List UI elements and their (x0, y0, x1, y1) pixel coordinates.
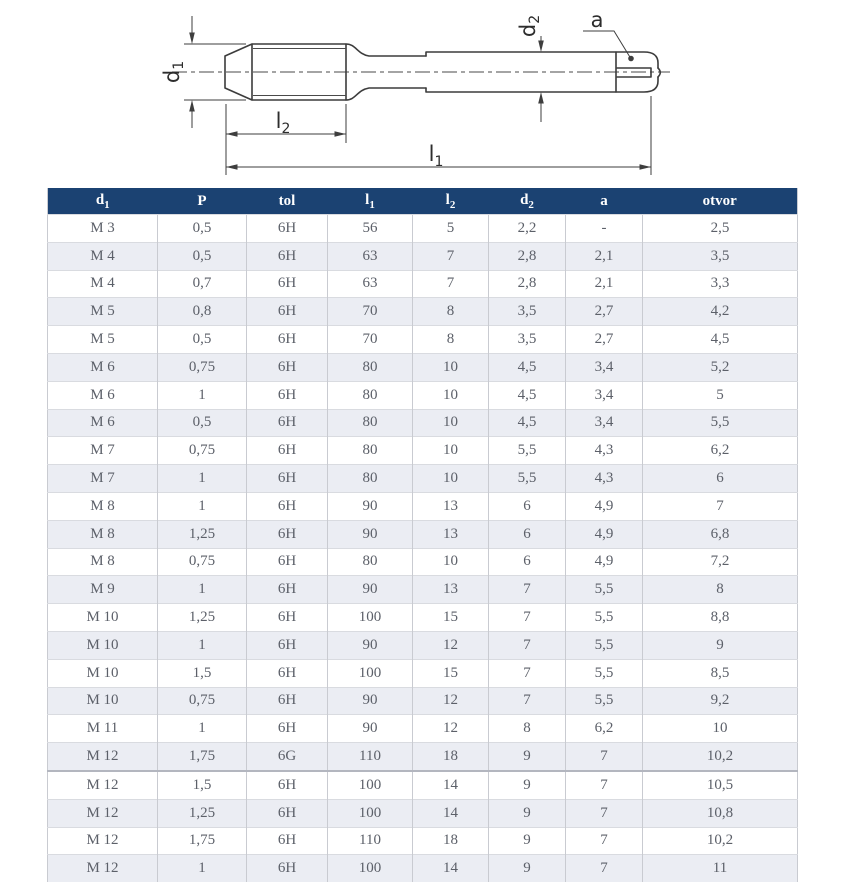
table-cell: 0,75 (158, 353, 247, 381)
column-header: otvor (643, 188, 798, 215)
table-cell: M 12 (48, 855, 158, 882)
table-cell: 6H (247, 799, 328, 827)
table-cell: 1,5 (158, 659, 247, 687)
table-cell: 6H (247, 827, 328, 855)
table-row (48, 298, 798, 326)
table-cell: 6H (247, 659, 328, 687)
table-cell: 7 (566, 743, 643, 771)
table-cell: 7,2 (643, 548, 798, 576)
table-cell: 4,2 (643, 298, 798, 326)
table-cell: 10 (413, 409, 489, 437)
table-cell: 10,5 (643, 771, 798, 799)
table-cell: 90 (328, 492, 413, 520)
table-cell: 6H (247, 631, 328, 659)
table-cell: 6,2 (566, 715, 643, 743)
table-cell: 80 (328, 465, 413, 493)
table-cell: 14 (413, 855, 489, 882)
tap-drawing-svg (0, 0, 843, 186)
table-cell: M 10 (48, 604, 158, 632)
table-row (48, 771, 798, 799)
table-cell: 5,5 (566, 604, 643, 632)
table-cell: 2,8 (489, 242, 566, 270)
table-cell: 1 (158, 465, 247, 493)
table-cell: 2,1 (566, 242, 643, 270)
table-cell: 4,5 (489, 381, 566, 409)
table-row (48, 827, 798, 855)
table-cell: 4,9 (566, 520, 643, 548)
table-row (48, 799, 798, 827)
column-header: $l_1$ (328, 188, 413, 215)
table-cell: 0,5 (158, 215, 247, 243)
table-cell: 2,8 (489, 270, 566, 298)
table-cell: 5,5 (643, 409, 798, 437)
table-cell: 1 (158, 381, 247, 409)
table-cell: 7 (566, 799, 643, 827)
table-cell: 14 (413, 799, 489, 827)
table-cell: 7 (489, 687, 566, 715)
table-cell: 0,75 (158, 687, 247, 715)
table-cell: M 3 (48, 215, 158, 243)
table-header-row (48, 188, 798, 215)
table-cell: 5,5 (566, 631, 643, 659)
table-cell: M 4 (48, 270, 158, 298)
table-cell: 6H (247, 409, 328, 437)
table-cell: 10,8 (643, 799, 798, 827)
table-cell: 4,3 (566, 465, 643, 493)
table-cell: M 4 (48, 242, 158, 270)
table-cell: 7 (489, 631, 566, 659)
table-cell: 6H (247, 326, 328, 354)
table-row (48, 715, 798, 743)
table-cell: 6H (247, 576, 328, 604)
table-cell: 90 (328, 520, 413, 548)
table-cell: 15 (413, 659, 489, 687)
table-cell: 3,3 (643, 270, 798, 298)
table-cell: 11 (643, 855, 798, 882)
table-cell: 5,5 (566, 659, 643, 687)
callout-a (583, 8, 634, 61)
table-row (48, 326, 798, 354)
table-cell: 3,5 (643, 242, 798, 270)
table-row (48, 381, 798, 409)
label-l1: $l_1$ (429, 142, 444, 170)
table-cell: 6 (489, 548, 566, 576)
table-row (48, 631, 798, 659)
table-cell: 6H (247, 242, 328, 270)
table-cell: 6H (247, 715, 328, 743)
table-cell: 6G (247, 743, 328, 771)
table-cell: M 10 (48, 631, 158, 659)
table-cell: 5 (413, 215, 489, 243)
table-row (48, 353, 798, 381)
table-cell: 12 (413, 631, 489, 659)
tap-dimensions-table (47, 188, 798, 882)
table-cell: 70 (328, 326, 413, 354)
table-cell: 8 (489, 715, 566, 743)
table-cell: 6H (247, 687, 328, 715)
table-cell: 10 (413, 353, 489, 381)
table-row (48, 687, 798, 715)
table-cell: 7 (566, 855, 643, 882)
table-row (48, 548, 798, 576)
table-row (48, 215, 798, 243)
table-cell: 2,5 (643, 215, 798, 243)
label-d1: d1 (160, 61, 187, 83)
table-cell: 6,2 (643, 437, 798, 465)
table-cell: 4,9 (566, 492, 643, 520)
table-cell: 4,9 (566, 548, 643, 576)
table-cell: 8 (413, 298, 489, 326)
table-cell: 10,2 (643, 743, 798, 771)
table-cell: 7 (413, 270, 489, 298)
table-header (48, 188, 798, 215)
table-cell: 13 (413, 520, 489, 548)
table-cell: 100 (328, 604, 413, 632)
table-cell: M 10 (48, 659, 158, 687)
table-cell: 80 (328, 381, 413, 409)
table-row (48, 604, 798, 632)
table-cell: 90 (328, 687, 413, 715)
table-cell: 8,8 (643, 604, 798, 632)
table-cell: 4,5 (489, 353, 566, 381)
table-cell: 80 (328, 437, 413, 465)
table-cell: 7 (489, 604, 566, 632)
table-cell: 10 (413, 465, 489, 493)
table-cell: 80 (328, 548, 413, 576)
table-cell: 7 (643, 492, 798, 520)
table-cell: 2,2 (489, 215, 566, 243)
table-cell: 10 (413, 548, 489, 576)
table-cell: 6 (489, 492, 566, 520)
table-cell: 100 (328, 659, 413, 687)
table-cell: M 12 (48, 743, 158, 771)
table-cell: 1 (158, 492, 247, 520)
table-cell: 10,2 (643, 827, 798, 855)
table-cell: 10 (643, 715, 798, 743)
table-cell: 5,2 (643, 353, 798, 381)
table-cell: 9 (489, 743, 566, 771)
table-cell: 100 (328, 771, 413, 799)
table-cell: 63 (328, 270, 413, 298)
table-cell: 4,5 (643, 326, 798, 354)
table-cell: 8,5 (643, 659, 798, 687)
table-cell: 1,25 (158, 520, 247, 548)
table-cell: 3,4 (566, 381, 643, 409)
table-cell: 12 (413, 687, 489, 715)
table-cell: 5,5 (489, 465, 566, 493)
table-row (48, 492, 798, 520)
table-cell: 8 (413, 326, 489, 354)
table-cell: 0,5 (158, 326, 247, 354)
table-cell: 6H (247, 381, 328, 409)
table-row (48, 855, 798, 882)
table-cell: 15 (413, 604, 489, 632)
table-cell: 0,5 (158, 409, 247, 437)
table-cell: 90 (328, 715, 413, 743)
table-cell: 6H (247, 520, 328, 548)
table-row (48, 743, 798, 771)
table-cell: M 5 (48, 298, 158, 326)
table-cell: 1 (158, 715, 247, 743)
table-cell: 2,7 (566, 298, 643, 326)
table-cell: 100 (328, 799, 413, 827)
table-cell: M 5 (48, 326, 158, 354)
table-cell: 6H (247, 855, 328, 882)
column-header: $l_2$ (413, 188, 489, 215)
column-header: $d_2$ (489, 188, 566, 215)
table-cell: 3,4 (566, 409, 643, 437)
table-cell: 8 (643, 576, 798, 604)
table-cell: 2,7 (566, 326, 643, 354)
label-d2: d2 (516, 15, 543, 37)
table-cell: M 7 (48, 437, 158, 465)
table-cell: M 7 (48, 465, 158, 493)
table-cell: 6H (247, 298, 328, 326)
table-cell: 9 (489, 855, 566, 882)
table-cell: 6H (247, 353, 328, 381)
table-cell: 1,25 (158, 604, 247, 632)
table-cell: 7 (413, 242, 489, 270)
table-cell: 2,1 (566, 270, 643, 298)
table-cell: 10 (413, 437, 489, 465)
table-cell: 90 (328, 576, 413, 604)
table-cell: 3,4 (566, 353, 643, 381)
table-cell: 90 (328, 631, 413, 659)
label-a: a (591, 8, 604, 32)
table-cell: 6H (247, 548, 328, 576)
table-cell: 6H (247, 437, 328, 465)
leader-dot (628, 56, 634, 62)
table-cell: 13 (413, 492, 489, 520)
table-cell: 10 (413, 381, 489, 409)
table-cell: 1,75 (158, 743, 247, 771)
table-cell: 0,5 (158, 242, 247, 270)
table-cell: - (566, 215, 643, 243)
table-cell: 1,25 (158, 799, 247, 827)
table-cell: 0,7 (158, 270, 247, 298)
table-cell: 9 (489, 827, 566, 855)
table-cell: 6H (247, 215, 328, 243)
label-l2: $l_2$ (276, 109, 291, 137)
table-cell: M 9 (48, 576, 158, 604)
tap-technical-drawing (0, 0, 843, 186)
table-cell: 1,5 (158, 771, 247, 799)
table-cell: 12 (413, 715, 489, 743)
table-cell: M 6 (48, 409, 158, 437)
table-row (48, 576, 798, 604)
table-cell: 56 (328, 215, 413, 243)
table-row (48, 659, 798, 687)
column-header: tol (247, 188, 328, 215)
dim-l2 (226, 104, 346, 175)
table-body (48, 215, 798, 882)
table-cell: M 11 (48, 715, 158, 743)
table-cell: 6H (247, 270, 328, 298)
table-cell: 6H (247, 771, 328, 799)
table-cell: 0,75 (158, 548, 247, 576)
table-row (48, 409, 798, 437)
table-cell: 5 (643, 381, 798, 409)
table-cell: 9 (489, 771, 566, 799)
table-cell: 9 (643, 631, 798, 659)
table-cell: 1,75 (158, 827, 247, 855)
table-cell: 110 (328, 827, 413, 855)
table-cell: 70 (328, 298, 413, 326)
table-cell: 9 (489, 799, 566, 827)
table-cell: 3,5 (489, 298, 566, 326)
table-cell: 4,3 (566, 437, 643, 465)
table-cell: 0,75 (158, 437, 247, 465)
column-header: $d_1$ (48, 188, 158, 215)
table-cell: 13 (413, 576, 489, 604)
table-cell: M 10 (48, 687, 158, 715)
table-cell: M 12 (48, 771, 158, 799)
table-cell: 7 (566, 827, 643, 855)
table-cell: 80 (328, 353, 413, 381)
table-cell: 100 (328, 855, 413, 882)
table-cell: 5,5 (566, 687, 643, 715)
column-header: P (158, 188, 247, 215)
table-row (48, 520, 798, 548)
table-cell: 18 (413, 827, 489, 855)
table-cell: 63 (328, 242, 413, 270)
table-cell: 4,5 (489, 409, 566, 437)
dim-d2 (516, 15, 544, 122)
table-cell: 6,8 (643, 520, 798, 548)
table-cell: 6 (489, 520, 566, 548)
table-cell: 6H (247, 465, 328, 493)
column-header: a (566, 188, 643, 215)
table-cell: 14 (413, 771, 489, 799)
table-cell: 6H (247, 492, 328, 520)
table-cell: 0,8 (158, 298, 247, 326)
table-row (48, 242, 798, 270)
table-cell: M 6 (48, 353, 158, 381)
table-cell: 9,2 (643, 687, 798, 715)
table-cell: 6 (643, 465, 798, 493)
table-cell: 5,5 (566, 576, 643, 604)
table-cell: 110 (328, 743, 413, 771)
table-cell: 80 (328, 409, 413, 437)
table-cell: 18 (413, 743, 489, 771)
table-cell: M 12 (48, 799, 158, 827)
table-row (48, 437, 798, 465)
table-cell: M 8 (48, 548, 158, 576)
table-cell: M 6 (48, 381, 158, 409)
table-cell: 7 (489, 659, 566, 687)
table-cell: 1 (158, 855, 247, 882)
table-row (48, 465, 798, 493)
table-cell: 1 (158, 576, 247, 604)
table-cell: 7 (566, 771, 643, 799)
table-cell: M 12 (48, 827, 158, 855)
table-cell: 3,5 (489, 326, 566, 354)
table-cell: 5,5 (489, 437, 566, 465)
table-cell: M 8 (48, 520, 158, 548)
table-row (48, 270, 798, 298)
table-cell: M 8 (48, 492, 158, 520)
table-cell: 6H (247, 604, 328, 632)
table-cell: 7 (489, 576, 566, 604)
table-cell: 1 (158, 631, 247, 659)
